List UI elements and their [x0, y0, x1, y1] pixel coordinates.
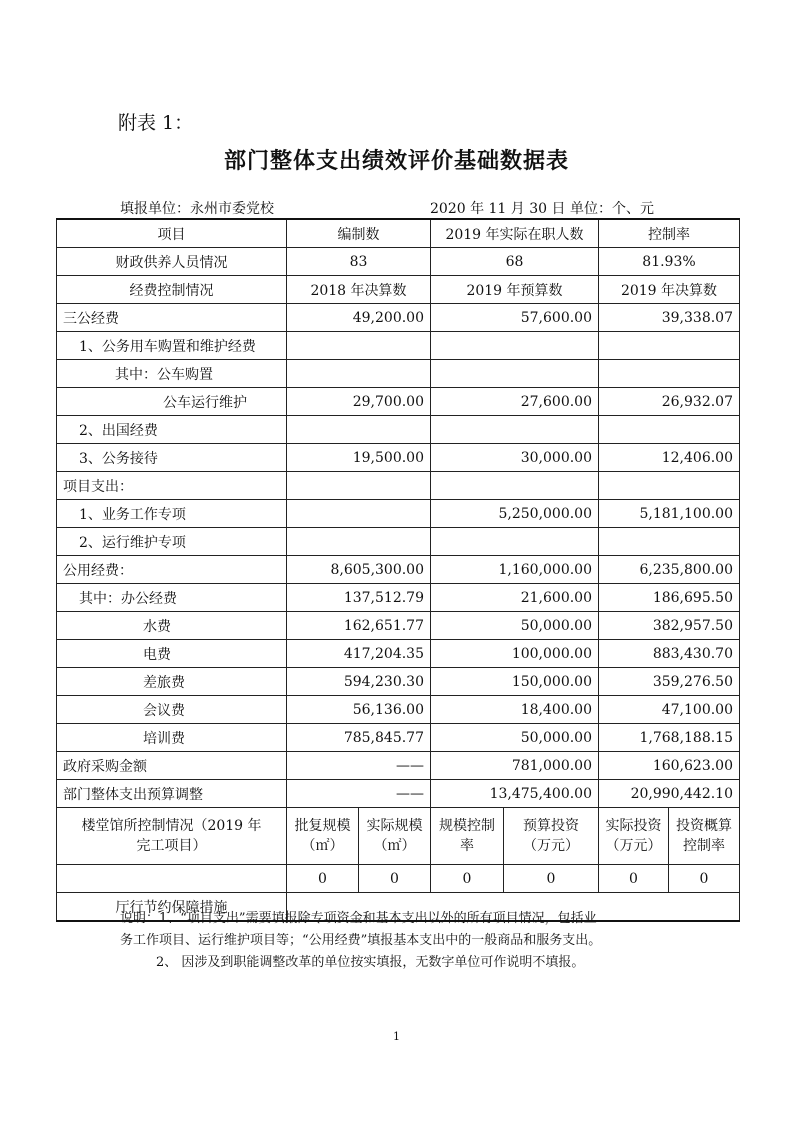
- expense-header-2018: 2018 年决算数: [287, 276, 431, 304]
- table-row: [57, 668, 740, 696]
- cell-2019-final: 26,932.07: [599, 388, 740, 416]
- cell-2018: 49,200.00: [287, 304, 431, 332]
- cell-2018: 29,700.00: [287, 388, 431, 416]
- row-label: 3、公务接待: [57, 444, 287, 472]
- cell-2019-final: 39,338.07: [599, 304, 740, 332]
- building-col-scale-rate: 规模控制率: [431, 808, 504, 865]
- row-label: 2、出国经费: [57, 416, 287, 444]
- cell-2019-final: [599, 360, 740, 388]
- building-col-actual: 实际规模（㎡）: [359, 808, 431, 865]
- cell-2018: [287, 500, 431, 528]
- building-values-row: [57, 865, 740, 893]
- header-rate: 控制率: [599, 219, 740, 248]
- staff-bianzhi: 83: [287, 248, 431, 276]
- cell-2019-budget: [431, 332, 599, 360]
- staff-rate: 81.93%: [599, 248, 740, 276]
- page-number: 1: [393, 1030, 400, 1043]
- cell-2019-final: [599, 528, 740, 556]
- cell-2019-final: 20,990,442.10: [599, 780, 740, 808]
- cell-2018: [287, 332, 431, 360]
- row-label: 电费: [57, 640, 287, 668]
- building-value: 0: [359, 865, 431, 893]
- cell-2019-budget: [431, 528, 599, 556]
- building-value: 0: [287, 865, 359, 893]
- table-row: [57, 724, 740, 752]
- cell-2019-final: 186,695.50: [599, 584, 740, 612]
- building-value: 0: [431, 865, 504, 893]
- staff-label: 财政供养人员情况: [57, 248, 287, 276]
- building-col-actual-invest: 实际投资（万元）: [599, 808, 669, 865]
- row-label: 1、业务工作专项: [57, 500, 287, 528]
- cell-2019-budget: 18,400.00: [431, 696, 599, 724]
- row-label: 政府采购金额: [57, 752, 287, 780]
- cell-2018: 162,651.77: [287, 612, 431, 640]
- cell-2019-budget: [431, 416, 599, 444]
- cell-2019-budget: 13,475,400.00: [431, 780, 599, 808]
- cell-2019-budget: 1,160,000.00: [431, 556, 599, 584]
- cell-2019-budget: [431, 472, 599, 500]
- cell-2018: ——: [287, 752, 431, 780]
- table-row: [57, 332, 740, 360]
- cell-2019-final: 6,235,800.00: [599, 556, 740, 584]
- row-label: 其中：公车购置: [57, 360, 287, 388]
- saving-label: 厅行节约保障措施: [57, 893, 287, 922]
- cell-2018: 594,230.30: [287, 668, 431, 696]
- table-row: [57, 696, 740, 724]
- attachment-label: 附表 1：: [118, 112, 194, 134]
- cell-2019-final: 47,100.00: [599, 696, 740, 724]
- cell-2019-final: 359,276.50: [599, 668, 740, 696]
- cell-2019-final: 12,406.00: [599, 444, 740, 472]
- cell-2019-budget: 57,600.00: [431, 304, 599, 332]
- cell-2018: [287, 416, 431, 444]
- cell-2018: 137,512.79: [287, 584, 431, 612]
- row-label: 会议费: [57, 696, 287, 724]
- table-row: [57, 360, 740, 388]
- cell-2019-final: 1,768,188.15: [599, 724, 740, 752]
- cell-2018: 56,136.00: [287, 696, 431, 724]
- row-label: 公车运行维护: [57, 388, 287, 416]
- table-row: [57, 612, 740, 640]
- note-line-1: 说明：1、“项目支出”需要填报除专项资金和基本支出以外的所有项目情况，包括业: [120, 911, 597, 926]
- table-row: [57, 556, 740, 584]
- table-row: [57, 444, 740, 472]
- date-and-unit: 2020 年 11 月 30 日 单位：个、元: [430, 201, 654, 217]
- expense-header-2019-budget: 2019 年预算数: [431, 276, 599, 304]
- table-row: [57, 500, 740, 528]
- row-label: 差旅费: [57, 668, 287, 696]
- cell-2018: [287, 360, 431, 388]
- row-label: 其中：办公经费: [57, 584, 287, 612]
- row-label: 三公经费: [57, 304, 287, 332]
- table-row: [57, 752, 740, 780]
- row-label: 1、公务用车购置和维护经费: [57, 332, 287, 360]
- cell-2019-budget: 21,600.00: [431, 584, 599, 612]
- table-header-row: [57, 219, 740, 248]
- table-row: [57, 528, 740, 556]
- building-value: 0: [599, 865, 669, 893]
- row-label: 培训费: [57, 724, 287, 752]
- building-col-invest-rate: 投资概算控制率: [669, 808, 740, 865]
- table-row: [57, 416, 740, 444]
- cell-2019-budget: 100,000.00: [431, 640, 599, 668]
- cell-2019-final: 160,623.00: [599, 752, 740, 780]
- table-row: [57, 304, 740, 332]
- page-title: 部门整体支出绩效评价基础数据表: [223, 148, 569, 174]
- cell-2019-budget: [431, 360, 599, 388]
- header-actual: 2019 年实际在职人数: [431, 219, 599, 248]
- expense-header-row: [57, 276, 740, 304]
- cell-2019-budget: 30,000.00: [431, 444, 599, 472]
- cell-2019-budget: 781,000.00: [431, 752, 599, 780]
- row-label: 水费: [57, 612, 287, 640]
- header-bianzhi: 编制数: [287, 219, 431, 248]
- cell-2019-final: 883,430.70: [599, 640, 740, 668]
- row-label: 项目支出：: [57, 472, 287, 500]
- cell-2018: 8,605,300.00: [287, 556, 431, 584]
- cell-2018: [287, 472, 431, 500]
- cell-2018: [287, 528, 431, 556]
- building-col-budget-invest: 预算投资（万元）: [504, 808, 599, 865]
- table-row: [57, 640, 740, 668]
- cell-2018: ——: [287, 780, 431, 808]
- row-label: 部门整体支出预算调整: [57, 780, 287, 808]
- cell-2019-budget: 150,000.00: [431, 668, 599, 696]
- data-table: [56, 218, 740, 922]
- expense-header-2019-final: 2019 年决算数: [599, 276, 740, 304]
- cell-2019-final: 382,957.50: [599, 612, 740, 640]
- building-col-approved: 批复规模（㎡）: [287, 808, 359, 865]
- cell-2019-final: [599, 416, 740, 444]
- table-row: [57, 780, 740, 808]
- table-row: [57, 388, 740, 416]
- cell-2019-budget: 27,600.00: [431, 388, 599, 416]
- cell-2019-final: 5,181,100.00: [599, 500, 740, 528]
- note-line-3: 2、 因涉及到职能调整改革的单位按实填报，无数字单位可作说明不填报。: [156, 955, 585, 970]
- staff-actual: 68: [431, 248, 599, 276]
- building-value: 0: [504, 865, 599, 893]
- cell-2019-budget: 50,000.00: [431, 612, 599, 640]
- notes: [120, 908, 720, 974]
- cell-2018: 19,500.00: [287, 444, 431, 472]
- note-line-2: 务工作项目、运行维护项目等；“公用经费”填报基本支出中的一般商品和服务支出。: [120, 933, 602, 948]
- cell-2018: 785,845.77: [287, 724, 431, 752]
- header-item: 项目: [57, 219, 287, 248]
- expense-header-label: 经费控制情况: [57, 276, 287, 304]
- table-row: [57, 472, 740, 500]
- reporting-unit: 填报单位：永州市委党校: [120, 201, 274, 217]
- building-header-row: [57, 808, 740, 865]
- row-label: 2、运行维护专项: [57, 528, 287, 556]
- building-values-blank: [57, 865, 287, 893]
- cell-2019-final: [599, 332, 740, 360]
- building-label: 楼堂馆所控制情况（2019 年完工项目）: [57, 808, 287, 865]
- row-label: 公用经费：: [57, 556, 287, 584]
- cell-2019-budget: 50,000.00: [431, 724, 599, 752]
- staff-row: [57, 248, 740, 276]
- cell-2019-budget: 5,250,000.00: [431, 500, 599, 528]
- cell-2019-final: [599, 472, 740, 500]
- building-value: 0: [669, 865, 740, 893]
- cell-2018: 417,204.35: [287, 640, 431, 668]
- table-row: [57, 584, 740, 612]
